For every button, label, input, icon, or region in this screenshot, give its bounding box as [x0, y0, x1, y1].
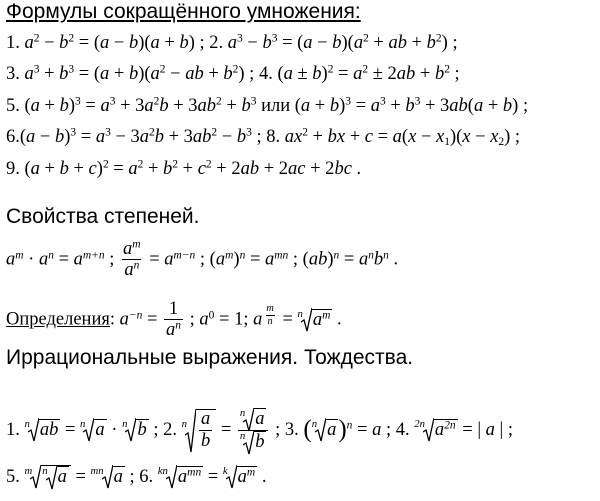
irrational-line-2: 5. $^m$ $^n$ a = $^{mn}$ a ; 6. $^{kn}$ $a^{mn} = ^k$ $a^m$ .	[6, 464, 267, 487]
powers-line: $a^m \cdot a^n = a^{m+n}$ ; $\frac{a^m}{a^n}$ = $a^{m-n}$ ; $(a^m)^n = a^{mn}$ ; $(ab)^n = a^nb^n$ .	[6, 238, 399, 281]
formula-line-5: 9. $(a + b + c)^2 = a^2 + b^2 + c^2 + 2ab + 2ac + 2bc$ .	[6, 158, 362, 179]
formula-line-4: $6.(a - b)^3 = a^3 - 3a^2b + 3ab^2 - b^3$ ; 8. $ax^2$ + bx + $c = a(x - x_1)(x - x_2)$ ;	[6, 126, 521, 148]
formula-line-2: 3. $a^3 + b^3 = (a + b)(a^2$ − ab + $b^2$) ; 4. $(a \pm b)^2 = a^2 \pm 2ab + b^2$ ;	[6, 63, 460, 84]
formula-line-1: 1. $a^2 - b^2 = (a - b)(a + b)$ ; 2. $a^3 - b^3 = (a - b)(a^2$ + ab + $b^2$) ;	[6, 32, 458, 53]
irrational-line-1: 1. $^n$ ab = $^n$ a · $^n$ b ; 2. $^n$ $\frac{a}{b}$ = $^n$ a $^n$ b ; 3. ($^n$ a)$^n$ = a ; 4. $^{2n}$ $a^{2n}$ = | a | ;	[6, 406, 513, 453]
heading-irrational: Иррациональные выражения. Тождества.	[6, 346, 414, 369]
definitions-line: Определения: $a^{-n}$ = $\frac{1}{a^n}$ ; $a^0 = 1$; a $^{\frac{m}{n}}$ = $^n$ $a^m$ .	[6, 299, 342, 341]
formula-line-3: 5. $(a + b)^3 = a^3 + 3a^2b + 3ab^2 + b^3$ или $(a + b)^3 = a^3 + b^3 + 3ab(a + b)$ ;	[6, 95, 529, 116]
heading-power-properties: Свойства степеней.	[6, 205, 200, 228]
definitions-label: Определения	[6, 309, 110, 330]
heading-short-multiplication: Формулы сокращённого умножения:	[6, 0, 361, 23]
